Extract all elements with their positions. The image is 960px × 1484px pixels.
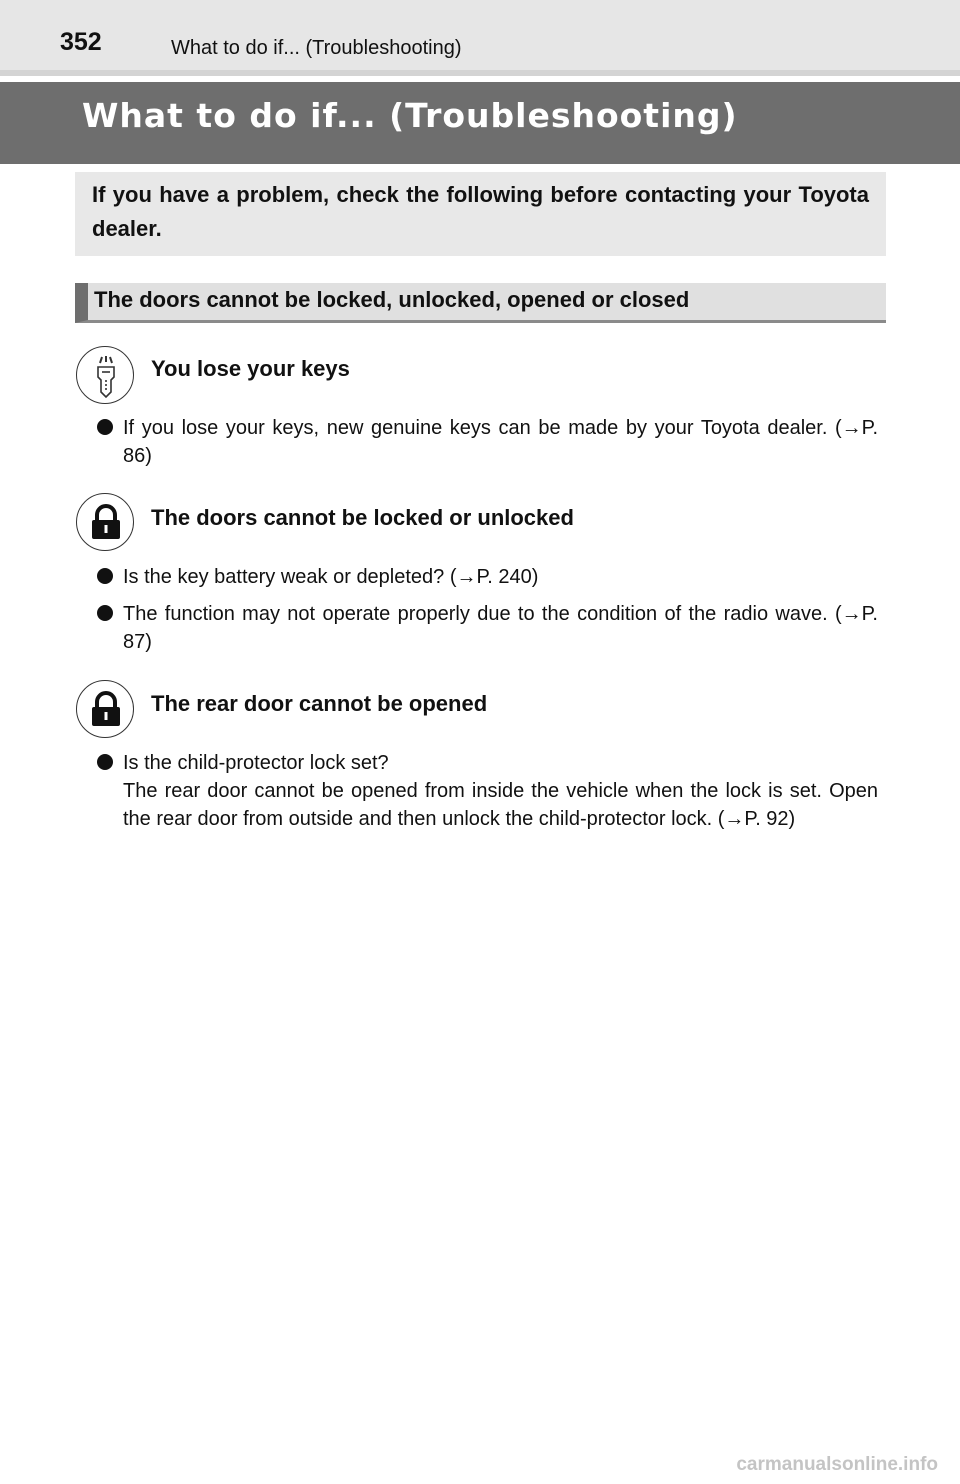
page-number: 352 <box>60 28 102 56</box>
intro-text: If you have a problem, check the following before contacting your Toyota dealer. <box>92 182 869 241</box>
list-item <box>97 600 878 656</box>
page-header <box>0 0 960 76</box>
list-item-text: Is the key battery weak or depleted? (→P. 240) <box>123 566 539 588</box>
padlock-icon <box>76 680 134 738</box>
list-item <box>97 563 878 591</box>
intro-box <box>75 172 886 256</box>
list-item-text: Is the child-protector lock set? <box>123 752 389 774</box>
key-icon <box>76 346 134 404</box>
subsection-heading: The rear door cannot be opened <box>151 691 488 716</box>
running-title: What to do if... (Troubleshooting) <box>171 37 462 59</box>
bullet-icon <box>97 754 113 770</box>
list-item-text: If you lose your keys, new genuine keys can be made by your Toyota dealer. (→P. 86) <box>123 417 878 467</box>
title-band <box>0 82 960 164</box>
list-item-detail: The rear door cannot be opened from inside the vehicle when the lock is set. Open the rear door from outside and then unlock the child-protector lock. (→P. 92) <box>123 780 878 830</box>
subsection-heading: The doors cannot be locked or unlocked <box>151 505 574 530</box>
bullet-icon <box>97 568 113 584</box>
bullet-icon <box>97 605 113 621</box>
section-heading: The doors cannot be locked, unlocked, opened or closed <box>75 283 886 323</box>
padlock-icon <box>76 493 134 551</box>
bullet-icon <box>97 419 113 435</box>
list-item <box>97 414 878 470</box>
list-item-text: The function may not operate properly due to the condition of the radio wave. (→P. 87) <box>123 603 878 653</box>
subsection-heading: You lose your keys <box>151 356 350 381</box>
list-item <box>97 749 878 833</box>
page-title: What to do if... (Troubleshooting) <box>82 96 738 135</box>
watermark: carmanualsonline.info <box>736 1454 938 1475</box>
